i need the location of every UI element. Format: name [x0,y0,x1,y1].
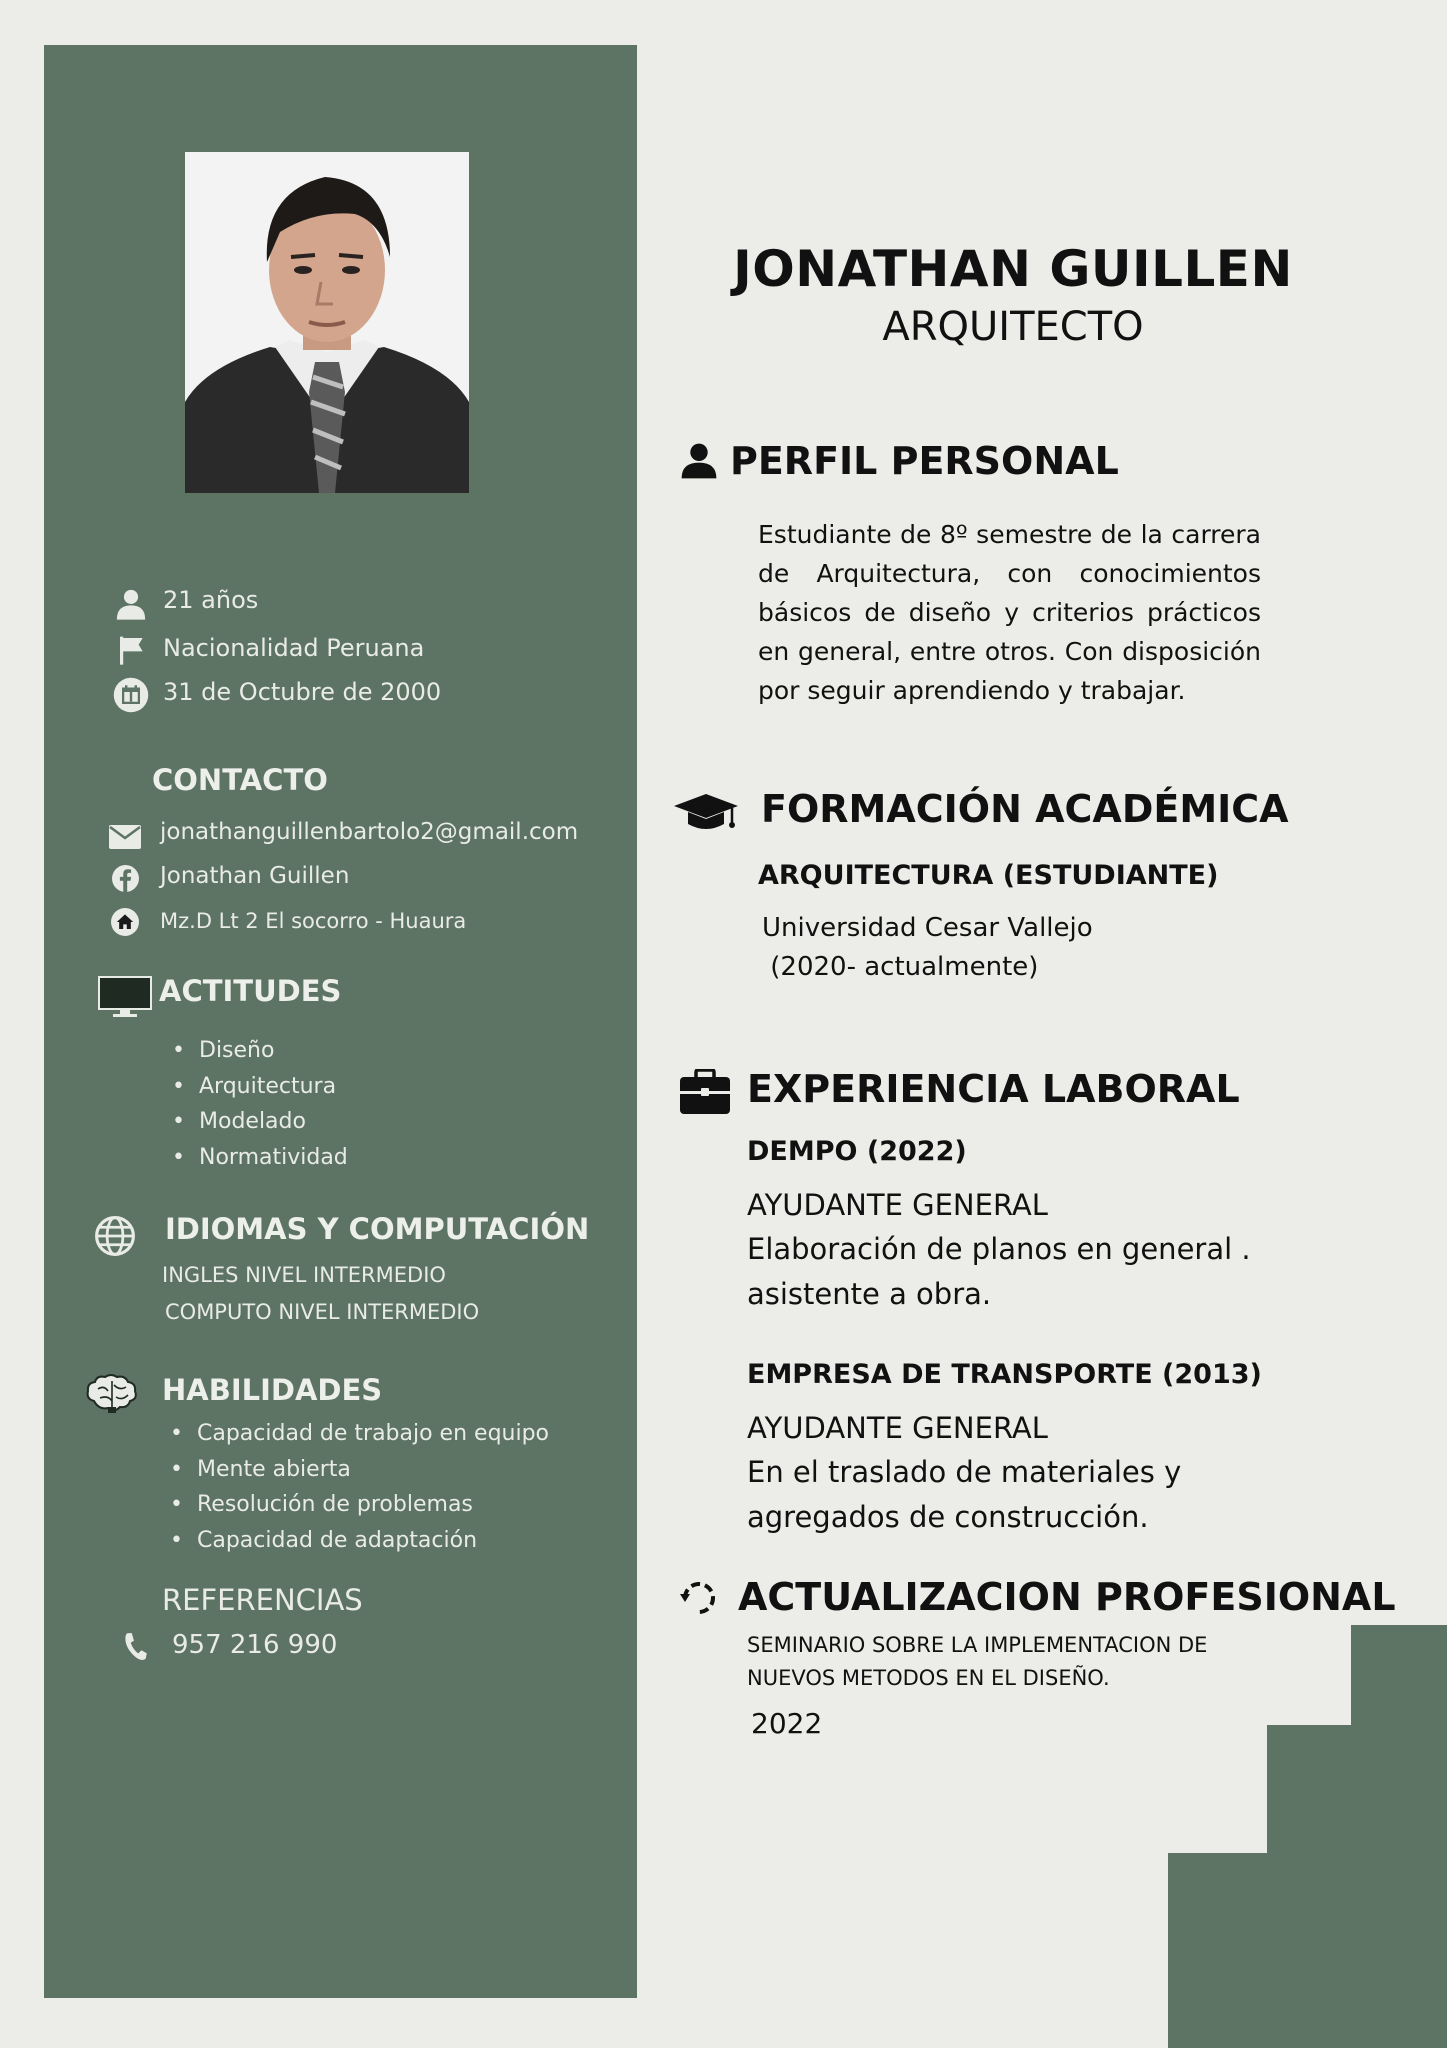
globe-icon [94,1215,136,1257]
age-text: 21 años [163,586,259,614]
nationality-text: Nacionalidad Peruana [163,634,425,662]
job-description-line: asistente a obra. [747,1277,992,1311]
home-icon [111,908,139,936]
job-company: DEMPO (2022) [747,1136,967,1167]
seminar-year: 2022 [751,1707,823,1740]
reference-phone[interactable]: 957 216 990 [172,1630,338,1660]
experience-heading: EXPERIENCIA LABORAL [747,1067,1240,1111]
contact-email[interactable]: jonathanguillenbartolo2@gmail.com [160,819,579,845]
profile-text: Estudiante de 8º semestre de la carrera de Arquitectura, con conocimientos básicos de diseño y criterios prácticos en general, entre otros. Con disposición por seguir aprendiendo y trabajar. [758,520,1261,705]
attitudes-heading: ACTITUDES [159,974,342,1008]
portrait-image [185,152,469,493]
skills-heading: HABILIDADES [162,1373,383,1407]
contact-heading: CONTACTO [152,763,328,797]
attitudes-list [170,1033,348,1175]
user-icon [679,442,719,480]
language-line: INGLES NIVEL INTERMEDIO [162,1263,446,1287]
list-item: • Diseño [170,1033,348,1069]
job-company: EMPRESA DE TRANSPORTE (2013) [747,1359,1262,1390]
graduation-cap-icon [672,790,740,838]
list-item: • Capacidad de trabajo en equipo [168,1416,549,1452]
profile-heading: PERFIL PERSONAL [730,439,1119,483]
list-item: • Modelado [170,1104,348,1140]
contact-facebook[interactable]: Jonathan Guillen [160,863,350,889]
references-heading: REFERENCIAS [162,1583,363,1617]
calendar-icon [113,677,149,713]
computing-line: COMPUTO NIVEL INTERMEDIO [165,1300,480,1324]
education-school: Universidad Cesar Vallejo [762,913,1093,943]
languages-heading: IDIOMAS Y COMPUTACIÓN [165,1212,590,1246]
candidate-name: JONATHAN GUILLEN [733,240,1293,298]
job-role: AYUDANTE GENERAL [747,1188,1048,1222]
seminar-line: NUEVOS METODOS EN EL DISEÑO. [747,1666,1110,1690]
contact-address: Mz.D Lt 2 El socorro - Huaura [160,909,467,933]
list-item: • Capacidad de adaptación [168,1523,549,1559]
decorative-step [1168,1853,1447,2048]
list-item: • Arquitectura [170,1069,348,1105]
education-degree: ARQUITECTURA (ESTUDIANTE) [758,860,1219,891]
seminar-line: SEMINARIO SOBRE LA IMPLEMENTACION DE [747,1633,1208,1657]
phone-icon [122,1632,148,1662]
refresh-icon [679,1578,719,1618]
list-item: • Normatividad [170,1140,348,1176]
facebook-icon [112,865,139,892]
briefcase-icon [679,1069,731,1115]
profile-photo [185,152,469,493]
flag-icon [116,633,148,667]
candidate-title: ARQUITECTO [882,304,1144,350]
brain-icon [86,1373,138,1415]
list-item: • Resolución de problemas [168,1487,549,1523]
email-icon [109,825,141,849]
job-role: AYUDANTE GENERAL [747,1411,1048,1445]
skills-list [168,1416,549,1558]
list-item: • Mente abierta [168,1452,549,1488]
person-icon [114,587,148,621]
job-description-line: agregados de construcción. [747,1500,1149,1534]
job-description-line: Elaboración de planos en general . [747,1232,1251,1266]
job-description-line: En el traslado de materiales y [747,1455,1182,1489]
updates-heading: ACTUALIZACION PROFESIONAL [738,1575,1396,1619]
birthdate-text: 31 de Octubre de 2000 [163,678,442,706]
education-period: (2020- actualmente) [762,952,1039,982]
monitor-icon [98,976,152,1018]
education-heading: FORMACIÓN ACADÉMICA [761,787,1289,831]
